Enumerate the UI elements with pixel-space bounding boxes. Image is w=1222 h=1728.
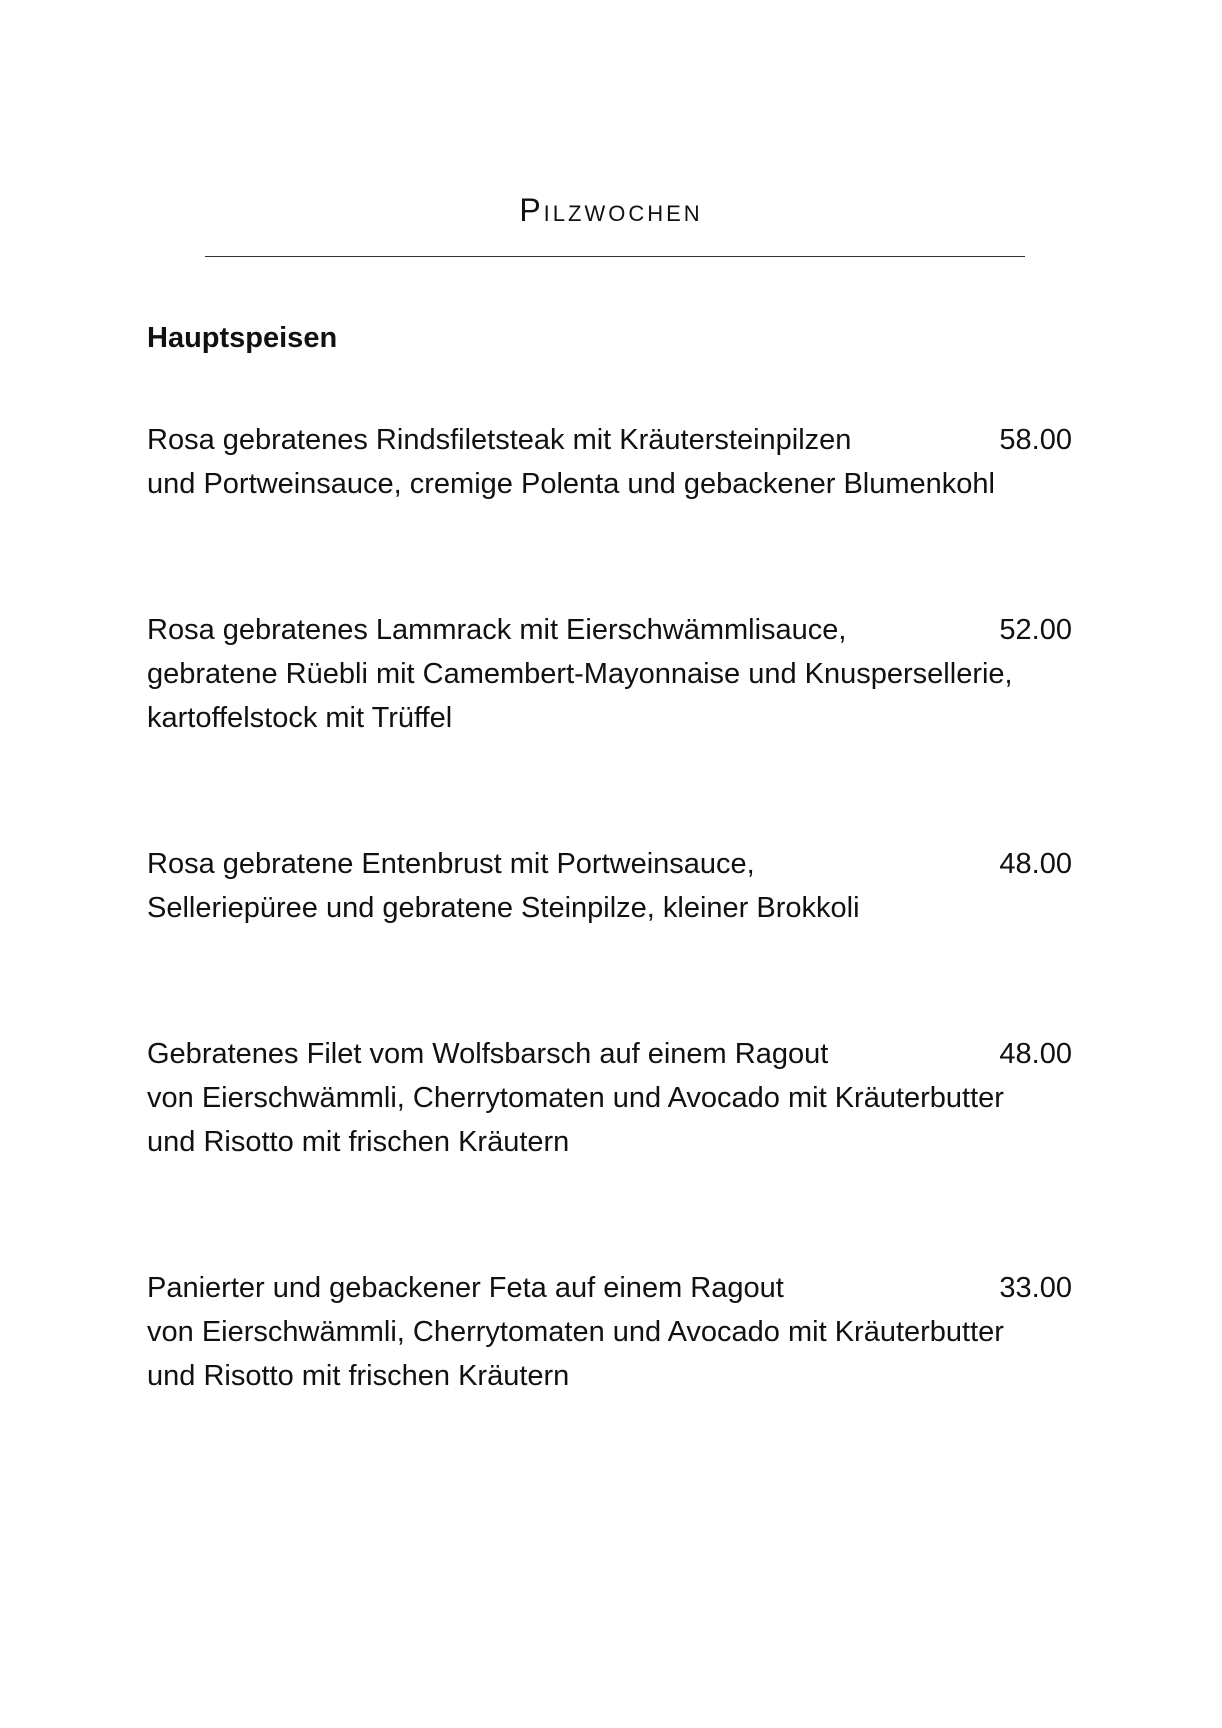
item-line: und Risotto mit frischen Kräutern bbox=[147, 1360, 570, 1392]
menu-item bbox=[147, 842, 1072, 930]
item-line: kartoffelstock mit Trüffel bbox=[147, 702, 453, 734]
menu-item bbox=[147, 1032, 1072, 1164]
item-line: von Eierschwämmli, Cherrytomaten und Avocado mit Kräuterbutter bbox=[147, 1316, 1004, 1348]
item-line: Rosa gebratenes Lammrack mit Eierschwämmlisauce, bbox=[147, 614, 847, 646]
item-line: von Eierschwämmli, Cherrytomaten und Avocado mit Kräuterbutter bbox=[147, 1082, 1004, 1114]
item-line: Selleriepüree und gebratene Steinpilze, kleiner Brokkoli bbox=[147, 892, 860, 924]
menu-item bbox=[147, 418, 1072, 506]
item-line: und Risotto mit frischen Kräutern bbox=[147, 1126, 570, 1158]
item-line: Rosa gebratene Entenbrust mit Portweinsauce, bbox=[147, 848, 755, 880]
page-title: Pilzwochen bbox=[519, 192, 703, 228]
menu-item bbox=[147, 1266, 1072, 1398]
item-line: und Portweinsauce, cremige Polenta und gebackener Blumenkohl bbox=[147, 468, 995, 500]
item-price: 58.00 bbox=[999, 424, 1072, 456]
item-price: 48.00 bbox=[999, 848, 1072, 880]
item-price: 52.00 bbox=[999, 614, 1072, 646]
item-line: Panierter und gebackener Feta auf einem Ragout bbox=[147, 1272, 784, 1304]
item-line: Gebratenes Filet vom Wolfsbarsch auf einem Ragout bbox=[147, 1038, 829, 1070]
item-line: gebratene Rüebli mit Camembert-Mayonnaise und Knuspersellerie, bbox=[147, 658, 1013, 690]
item-price: 48.00 bbox=[999, 1038, 1072, 1070]
item-price: 33.00 bbox=[999, 1272, 1072, 1304]
item-line: Rosa gebratenes Rindsfiletsteak mit Kräutersteinpilzen bbox=[147, 424, 852, 456]
title-divider bbox=[205, 256, 1025, 257]
section-heading: Hauptspeisen bbox=[147, 322, 338, 354]
menu-item bbox=[147, 608, 1072, 740]
